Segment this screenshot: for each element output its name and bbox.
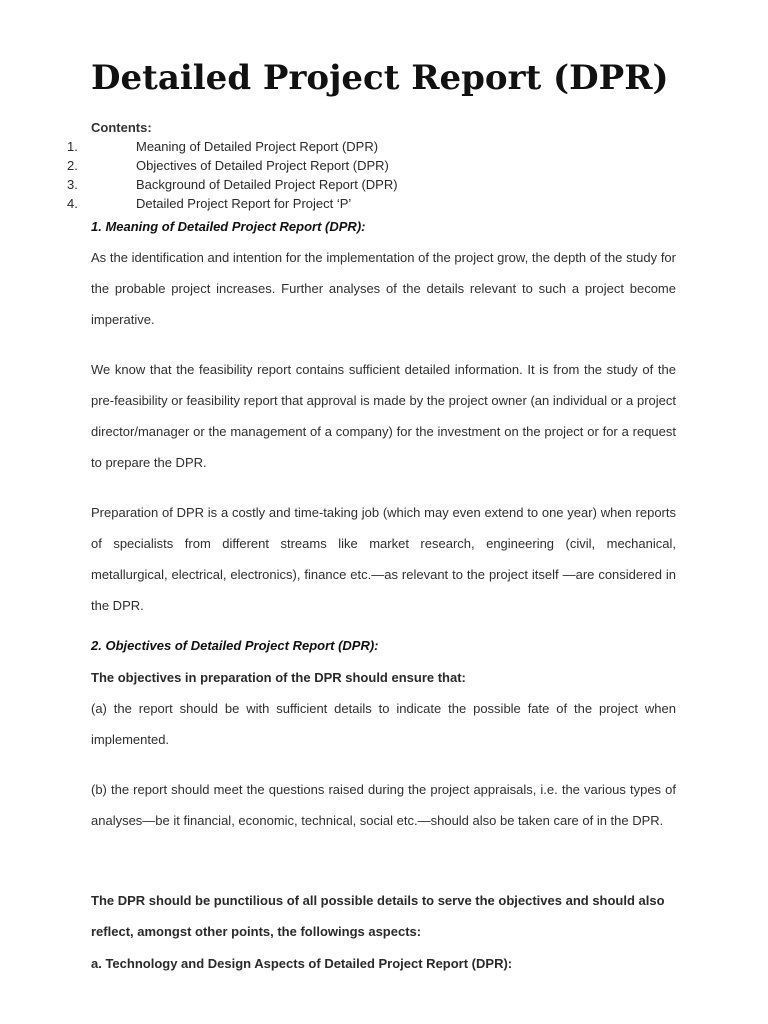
objectives-intro: The objectives in preparation of the DPR should ensure that: — [91, 670, 466, 685]
toc-item-number: 4. — [67, 196, 78, 211]
toc-item — [67, 137, 398, 156]
section-1-paragraph-2: We know that the feasibility report contains sufficient detailed information. It is from the study of the pre-feasibility or feasibility report that approval is made by the project owner (an individual or a project director/manager or the management of a company) for the investment on the project or for a request to prepare the DPR. — [91, 362, 676, 470]
toc-item-text: Objectives of Detailed Project Report (DPR) — [136, 158, 389, 173]
toc-item-number: 2. — [67, 158, 78, 173]
technology-design-heading: a. Technology and Design Aspects of Detailed Project Report (DPR): — [91, 956, 513, 971]
toc-item-text: Detailed Project Report for Project ‘P’ — [136, 196, 352, 211]
toc-item-number: 1. — [67, 139, 78, 154]
objectives-summary: The DPR should be punctilious of all possible details to serve the objectives and should also reflect, amongst other points, the followings aspects: — [91, 893, 665, 939]
toc-item — [67, 175, 398, 194]
section-1-paragraph-3: Preparation of DPR is a costly and time-taking job (which may even extend to one year) when reports of specialists from different streams like market research, engineering (civil, mechanical, metallurgical, electrical, electronics), finance etc.—as relevant to the project itself —are considered in the DPR. — [91, 505, 676, 613]
toc-item-text: Meaning of Detailed Project Report (DPR) — [136, 139, 379, 154]
section-1-heading: 1. Meaning of Detailed Project Report (DPR): — [91, 219, 366, 234]
document-title: Detailed Project Report (DPR) — [91, 58, 669, 98]
section-1-paragraph-1: As the identification and intention for the implementation of the project grow, the depth of the study for the probable project increases. Further analyses of the details relevant to such a project become imperative. — [91, 250, 676, 327]
section-2-heading: 2. Objectives of Detailed Project Report (DPR): — [91, 638, 379, 653]
contents-label: Contents: — [91, 120, 152, 135]
table-of-contents — [67, 137, 398, 213]
toc-item-text: Background of Detailed Project Report (DPR) — [136, 177, 398, 192]
toc-item-number: 3. — [67, 177, 78, 192]
toc-item — [67, 156, 398, 175]
toc-item — [67, 194, 398, 213]
objective-point-a: (a) the report should be with sufficient details to indicate the possible fate of the project when implemented. — [91, 701, 676, 747]
objective-point-b: (b) the report should meet the questions raised during the project appraisals, i.e. the various types of analyses—be it financial, economic, technical, social etc.—should also be taken care of in the DPR. — [91, 782, 676, 828]
